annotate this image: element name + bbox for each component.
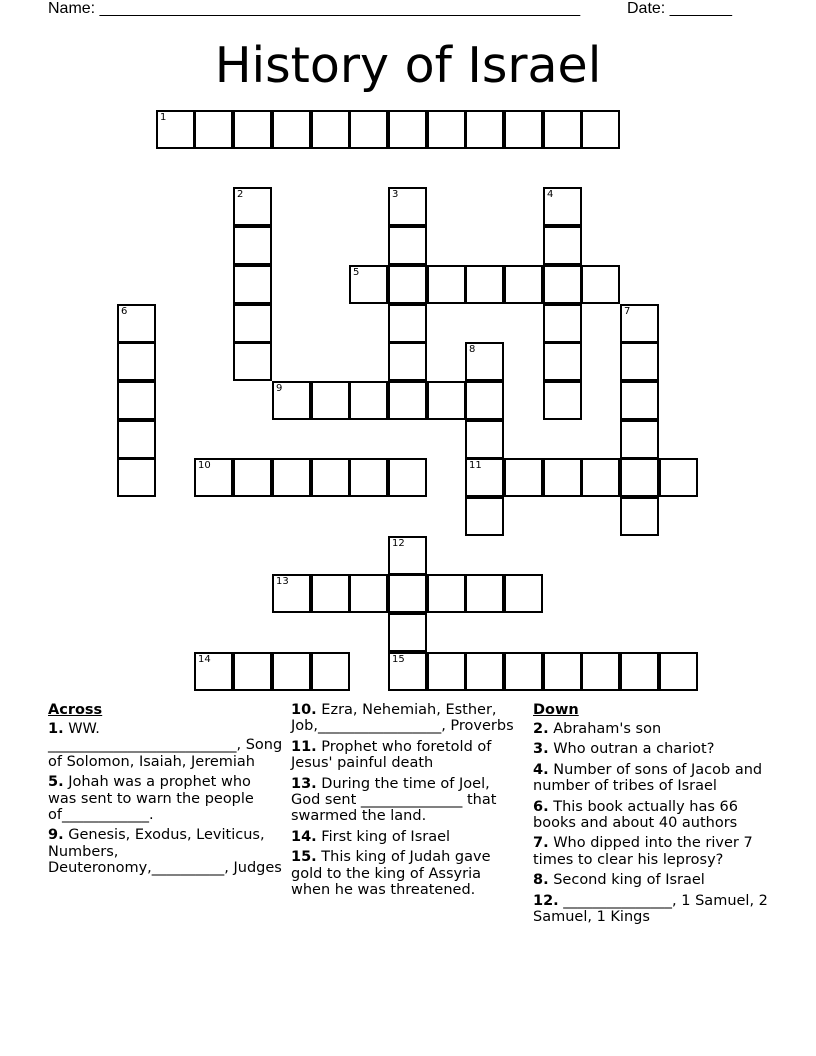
clue-number: 9.: [48, 827, 64, 844]
cell-number: 5: [353, 267, 360, 278]
grid-cell[interactable]: [388, 574, 427, 613]
grid-cell[interactable]: [311, 110, 350, 149]
clue-across-10: [291, 702, 521, 735]
clue-across-15: [291, 849, 521, 898]
cell-number: 15: [392, 654, 405, 665]
grid-cell[interactable]: [504, 652, 543, 691]
cell-number: 9: [276, 383, 283, 394]
grid-cell[interactable]: [620, 420, 659, 459]
grid-cell[interactable]: [311, 652, 350, 691]
clue-number: 15.: [291, 849, 317, 866]
puzzle-title: History of Israel: [214, 37, 602, 94]
grid-cell[interactable]: [465, 342, 504, 381]
down-clues-column: [533, 702, 773, 929]
clue-number: 2.: [533, 721, 549, 737]
clue-text: _______________, 1 Samuel, 2 Samuel, 1 Kings: [533, 892, 768, 926]
clue-number: 3.: [533, 741, 549, 758]
grid-cell[interactable]: [194, 458, 233, 497]
cell-number: 3: [392, 189, 399, 200]
grid-cell[interactable]: [272, 458, 311, 497]
grid-cell[interactable]: [388, 304, 427, 343]
clue-text: This king of Judah gave gold to the king of Assyria when he was threatened.: [291, 849, 491, 899]
cell-number: 14: [198, 654, 211, 665]
cell-number: 13: [276, 576, 289, 587]
grid-cell[interactable]: [233, 265, 272, 304]
grid-cell[interactable]: [388, 226, 427, 265]
grid-cell[interactable]: [659, 652, 698, 691]
clue-text: First king of Israel: [321, 828, 451, 845]
cell-number: 11: [469, 460, 482, 471]
clue-across-5: [48, 774, 283, 823]
clue-text: During the time of Joel, God sent ______________ that swarmed the land.: [291, 775, 497, 825]
grid-cell[interactable]: [504, 458, 543, 497]
grid-cell[interactable]: [349, 458, 388, 497]
grid-cell[interactable]: [543, 381, 582, 420]
clue-down-12: [533, 893, 773, 926]
across-clues-column-2: [291, 702, 521, 902]
grid-cell[interactable]: [194, 110, 233, 149]
date-field-line[interactable]: Date: _______: [627, 0, 732, 17]
grid-cell[interactable]: [311, 574, 350, 613]
grid-cell[interactable]: [194, 652, 233, 691]
clue-text: WW. __________________________, Song of Solomon, Isaiah, Jeremiah: [48, 721, 283, 770]
grid-cell[interactable]: [233, 652, 272, 691]
clue-down-7: [533, 835, 773, 868]
grid-cell[interactable]: [620, 342, 659, 381]
clue-number: 5.: [48, 774, 64, 791]
grid-cell[interactable]: [233, 110, 272, 149]
grid-cell[interactable]: [349, 574, 388, 613]
cell-number: 8: [469, 344, 476, 355]
grid-cell[interactable]: [465, 381, 504, 420]
clue-text: Prophet who foretold of Jesus' painful death: [291, 738, 492, 772]
grid-cell[interactable]: [233, 342, 272, 381]
across-clues-column-1: [48, 702, 283, 881]
clue-number: 12.: [533, 892, 559, 909]
clue-text: Ezra, Nehemiah, Esther, Job,_________________, Proverbs: [291, 702, 514, 735]
clue-down-2: [533, 721, 773, 737]
grid-cell[interactable]: [504, 265, 543, 304]
grid-cell[interactable]: [620, 304, 659, 343]
down-heading: Down: [533, 702, 579, 718]
cell-number: 12: [392, 538, 405, 549]
grid-cell[interactable]: [543, 458, 582, 497]
grid-cell[interactable]: [388, 652, 427, 691]
grid-cell[interactable]: [543, 265, 582, 304]
grid-cell[interactable]: [620, 497, 659, 536]
grid-cell[interactable]: [156, 110, 195, 149]
grid-cell[interactable]: [543, 652, 582, 691]
grid-cell[interactable]: [504, 574, 543, 613]
grid-cell[interactable]: [117, 304, 156, 343]
clue-number: 10.: [291, 702, 317, 718]
grid-cell[interactable]: [388, 381, 427, 420]
clue-text: Johah was a prophet who was sent to warn the people of____________.: [48, 774, 254, 824]
grid-cell[interactable]: [349, 110, 388, 149]
clue-number: 4.: [533, 761, 549, 778]
across-heading: Across: [48, 702, 103, 718]
grid-cell[interactable]: [581, 110, 620, 149]
grid-cell[interactable]: [388, 342, 427, 381]
grid-cell[interactable]: [427, 110, 466, 149]
clue-across-9: [48, 827, 283, 876]
grid-cell[interactable]: [272, 652, 311, 691]
grid-cell[interactable]: [388, 110, 427, 149]
clue-number: 11.: [291, 738, 317, 755]
grid-cell[interactable]: [465, 110, 504, 149]
grid-cell[interactable]: [388, 458, 427, 497]
clue-down-3: [533, 741, 773, 757]
clue-text: Number of sons of Jacob and number of tribes of Israel: [533, 761, 763, 795]
grid-cell[interactable]: [117, 381, 156, 420]
grid-cell[interactable]: [543, 187, 582, 226]
grid-cell[interactable]: [233, 226, 272, 265]
clue-across-13: [291, 776, 521, 825]
grid-cell[interactable]: [311, 458, 350, 497]
grid-cell[interactable]: [117, 420, 156, 459]
clue-across-14: [291, 829, 521, 845]
grid-cell[interactable]: [543, 342, 582, 381]
clue-down-8: [533, 872, 773, 888]
cell-number: 10: [198, 460, 211, 471]
clue-text: Genesis, Exodus, Leviticus, Numbers, Deuteronomy,__________, Judges: [48, 827, 282, 877]
grid-cell[interactable]: [543, 304, 582, 343]
clue-number: 13.: [291, 775, 317, 792]
clue-down-4: [533, 762, 773, 795]
clue-down-6: [533, 799, 773, 832]
name-field-line[interactable]: Name: ______________________________________________________: [48, 0, 581, 17]
grid-cell[interactable]: [311, 381, 350, 420]
clue-number: 8.: [533, 872, 549, 889]
grid-cell[interactable]: [427, 574, 466, 613]
grid-cell[interactable]: [581, 265, 620, 304]
grid-cell[interactable]: [349, 381, 388, 420]
cell-number: 2: [237, 189, 244, 200]
cell-number: 1: [160, 112, 167, 123]
clue-number: 7.: [533, 835, 549, 852]
clue-number: 14.: [291, 828, 317, 845]
grid-cell[interactable]: [233, 458, 272, 497]
cell-number: 6: [121, 306, 128, 317]
grid-cell[interactable]: [465, 574, 504, 613]
clue-text: Who outran a chariot?: [553, 741, 715, 758]
grid-cell[interactable]: [388, 536, 427, 575]
grid-cell[interactable]: [581, 458, 620, 497]
grid-cell[interactable]: [465, 458, 504, 497]
grid-cell[interactable]: [504, 110, 543, 149]
grid-cell[interactable]: [272, 574, 311, 613]
grid-cell[interactable]: [620, 458, 659, 497]
clue-across-1: [48, 721, 283, 770]
clue-text: Second king of Israel: [553, 872, 705, 889]
grid-cell[interactable]: [543, 110, 582, 149]
grid-cell[interactable]: [659, 458, 698, 497]
clue-text: This book actually has 66 books and about 40 authors: [533, 798, 738, 832]
clue-number: 1.: [48, 721, 64, 737]
clue-text: Who dipped into the river 7 times to clear his leprosy?: [533, 835, 753, 868]
clue-across-11: [291, 739, 521, 772]
grid-cell[interactable]: [465, 265, 504, 304]
grid-cell[interactable]: [465, 497, 504, 536]
grid-cell[interactable]: [349, 265, 388, 304]
grid-cell[interactable]: [465, 652, 504, 691]
grid-cell[interactable]: [620, 652, 659, 691]
grid-cell[interactable]: [117, 458, 156, 497]
grid-cell[interactable]: [117, 342, 156, 381]
clue-text: Abraham's son: [553, 721, 662, 737]
grid-cell[interactable]: [388, 265, 427, 304]
grid-cell[interactable]: [427, 381, 466, 420]
grid-cell[interactable]: [620, 381, 659, 420]
grid-cell[interactable]: [427, 652, 466, 691]
clue-number: 6.: [533, 798, 549, 815]
cell-number: 7: [624, 306, 631, 317]
grid-cell[interactable]: [233, 187, 272, 226]
grid-cell[interactable]: [388, 613, 427, 652]
grid-cell[interactable]: [233, 304, 272, 343]
grid-cell[interactable]: [427, 265, 466, 304]
grid-cell[interactable]: [272, 110, 311, 149]
grid-cell[interactable]: [388, 187, 427, 226]
grid-cell[interactable]: [581, 652, 620, 691]
grid-cell[interactable]: [543, 226, 582, 265]
grid-cell[interactable]: [465, 420, 504, 459]
grid-cell[interactable]: [272, 381, 311, 420]
cell-number: 4: [547, 189, 554, 200]
